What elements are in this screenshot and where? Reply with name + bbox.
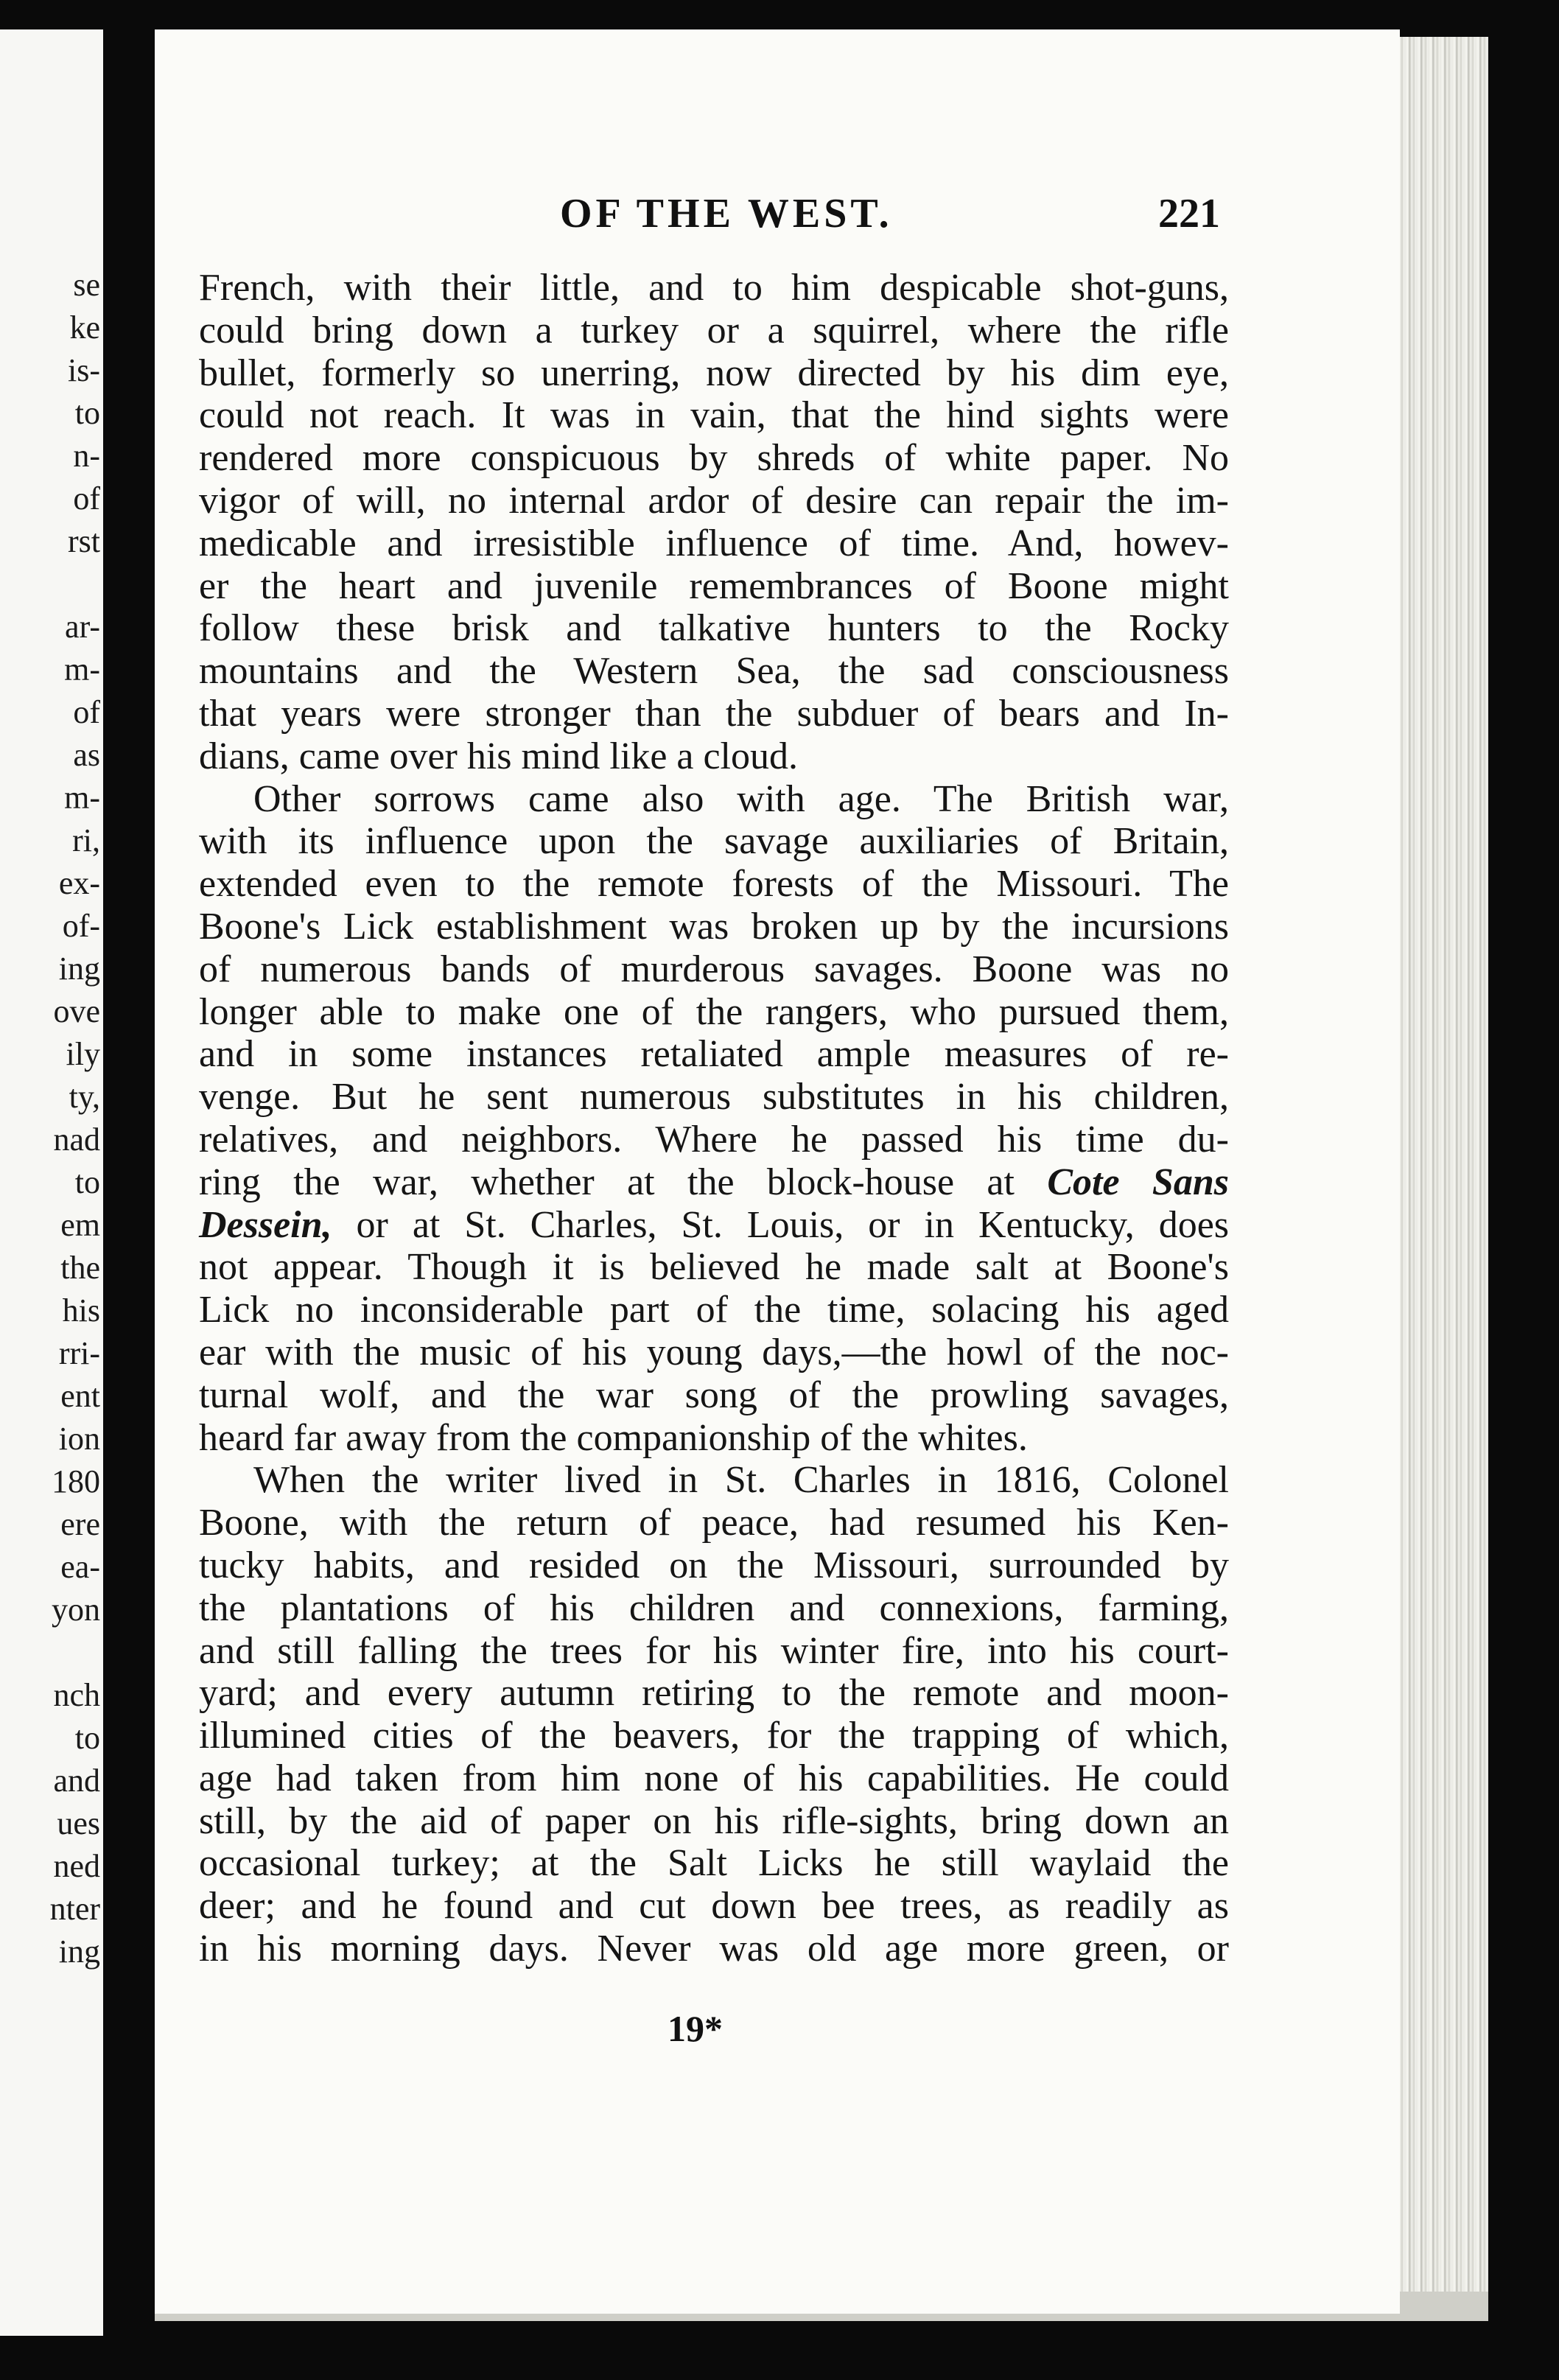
facing-line: of xyxy=(73,694,100,730)
text-line: relatives, and neighbors. Where he passed his time du- xyxy=(199,1118,1229,1161)
facing-line: is- xyxy=(68,352,100,388)
text-line: medicable and irresistible influence of time. And, howev- xyxy=(199,522,1229,564)
facing-line: to xyxy=(74,395,100,431)
facing-line: ea- xyxy=(60,1549,100,1585)
facing-line: em xyxy=(60,1207,100,1243)
facing-line: ri, xyxy=(72,822,100,858)
italic-place-name: Cote Sans xyxy=(1047,1161,1229,1203)
facing-line: rst xyxy=(68,523,100,559)
page-edges xyxy=(1392,37,1488,2321)
text-line: deer; and he found and cut down bee trees, as readily as xyxy=(199,1885,1229,1928)
italic-place-name: Dessein, xyxy=(199,1203,332,1246)
facing-line: m- xyxy=(64,651,100,687)
facing-line: nter xyxy=(49,1891,100,1927)
facing-line: of xyxy=(73,480,100,517)
text-line: tucky habits, and resided on the Missouri, surrounded by xyxy=(199,1544,1229,1586)
text-line: yard; and every autumn retiring to the remote and moon- xyxy=(199,1672,1229,1715)
page-number: 221 xyxy=(1158,191,1220,237)
text-line: occasional turkey; at the Salt Licks he still waylaid the xyxy=(199,1842,1229,1885)
facing-line: of- xyxy=(62,908,100,944)
text-line: When the writer lived in St. Charles in 1816, Colonel xyxy=(253,1459,1229,1502)
text-line: Other sorrows came also with age. The British war, xyxy=(253,777,1229,820)
facing-line: ily xyxy=(66,1036,100,1072)
text-line-with-italic xyxy=(199,1204,1229,1247)
text-line: could bring down a turkey or a squirrel, where the rifle xyxy=(199,309,1229,351)
facing-line: nch xyxy=(53,1677,100,1713)
facing-line: n- xyxy=(73,438,100,474)
text-line: rendered more conspicuous by shreds of white paper. No xyxy=(199,437,1229,480)
text-line: Lick no inconsiderable part of the time, solacing his aged xyxy=(199,1289,1229,1331)
body-text xyxy=(199,267,1229,1970)
text-line: mountains and the Western Sea, the sad consciousness xyxy=(199,650,1229,693)
facing-line: ion xyxy=(58,1421,100,1457)
text-line: ear with the music of his young days,—the howl of the noc- xyxy=(199,1331,1229,1373)
text-line: of numerous bands of murderous savages. Boone was no xyxy=(199,948,1229,990)
facing-line: ere xyxy=(60,1506,100,1542)
text-line: dians, came over his mind like a cloud. xyxy=(199,735,799,777)
text-line: could not reach. It was in vain, that the hind sights were xyxy=(199,394,1229,437)
facing-line: the xyxy=(60,1250,100,1286)
text-line: Boone, with the return of peace, had resumed his Ken- xyxy=(199,1502,1229,1544)
text-line-with-italic xyxy=(199,1161,1229,1204)
text-line: heard far away from the companionship of the whites. xyxy=(199,1416,1028,1459)
facing-line: to xyxy=(74,1164,100,1200)
facing-line: ove xyxy=(53,993,100,1029)
facing-line: as xyxy=(73,737,100,773)
facing-line: ar- xyxy=(65,609,100,645)
facing-line: nad xyxy=(53,1121,100,1158)
facing-line: yon xyxy=(52,1592,100,1628)
running-head: OF THE WEST. xyxy=(560,191,893,237)
text-line: venge. But he sent numerous substitutes in his children, xyxy=(199,1076,1229,1119)
facing-line: to xyxy=(74,1720,100,1756)
facing-line: ke xyxy=(69,309,100,346)
text-line: age had taken from him none of his capabilities. He could xyxy=(199,1757,1229,1799)
text-line: still, by the aid of paper on his rifle-sights, bring down an xyxy=(199,1799,1229,1842)
signature-mark: 19* xyxy=(668,2008,723,2049)
text-line: turnal wolf, and the war song of the prowling savages, xyxy=(199,1373,1229,1416)
text-line: vigor of will, no internal ardor of desire can repair the im- xyxy=(199,479,1229,522)
text-line: bullet, formerly so unerring, now directed by his dim eye, xyxy=(199,351,1229,394)
facing-line: rri- xyxy=(58,1335,100,1371)
facing-line: ex- xyxy=(58,865,100,901)
facing-line: ent xyxy=(60,1378,100,1414)
book-gutter xyxy=(103,0,155,2380)
text-line: follow these brisk and talkative hunters to the Rocky xyxy=(199,607,1229,650)
facing-line: ing xyxy=(58,951,100,987)
facing-line: m- xyxy=(64,780,100,816)
text-line: er the heart and juvenile remembrances of Boone might xyxy=(199,564,1229,607)
text-line: with its influence upon the savage auxiliaries of Britain, xyxy=(199,820,1229,863)
facing-line: ing xyxy=(58,1933,100,1970)
text-line: not appear. Though it is believed he made salt at Boone's xyxy=(199,1246,1229,1289)
text-line: and in some instances retaliated ample measures of re- xyxy=(199,1033,1229,1076)
facing-page-fragment xyxy=(0,29,103,2336)
text-line: and still falling the trees for his winter fire, into his court- xyxy=(199,1629,1229,1672)
text-line: Boone's Lick establishment was broken up by the incursions xyxy=(199,905,1229,948)
facing-line: 180 xyxy=(52,1463,100,1499)
text-line: longer able to make one of the rangers, who pursued them, xyxy=(199,990,1229,1033)
facing-line: and xyxy=(53,1763,100,1799)
facing-line: ues xyxy=(57,1805,100,1841)
text-line: that years were stronger than the subduer of bears and In- xyxy=(199,692,1229,735)
facing-line: ty, xyxy=(69,1079,100,1115)
text-segment: or at St. Charles, St. Louis, or in Kentucky, does xyxy=(356,1203,1230,1246)
facing-line: his xyxy=(62,1292,100,1329)
text-segment: ring the war, whether at the block-house at xyxy=(199,1161,1015,1203)
text-line: in his morning days. Never was old age more green, or xyxy=(199,1928,1229,1970)
text-line: illumined cities of the beavers, for the trapping of which, xyxy=(199,1715,1229,1757)
text-line: the plantations of his children and connexions, farming, xyxy=(199,1586,1229,1629)
text-line: extended even to the remote forests of the Missouri. The xyxy=(199,863,1229,906)
text-line: French, with their little, and to him despicable shot-guns, xyxy=(199,267,1229,309)
facing-line: ned xyxy=(53,1848,100,1884)
facing-line: se xyxy=(73,267,100,303)
